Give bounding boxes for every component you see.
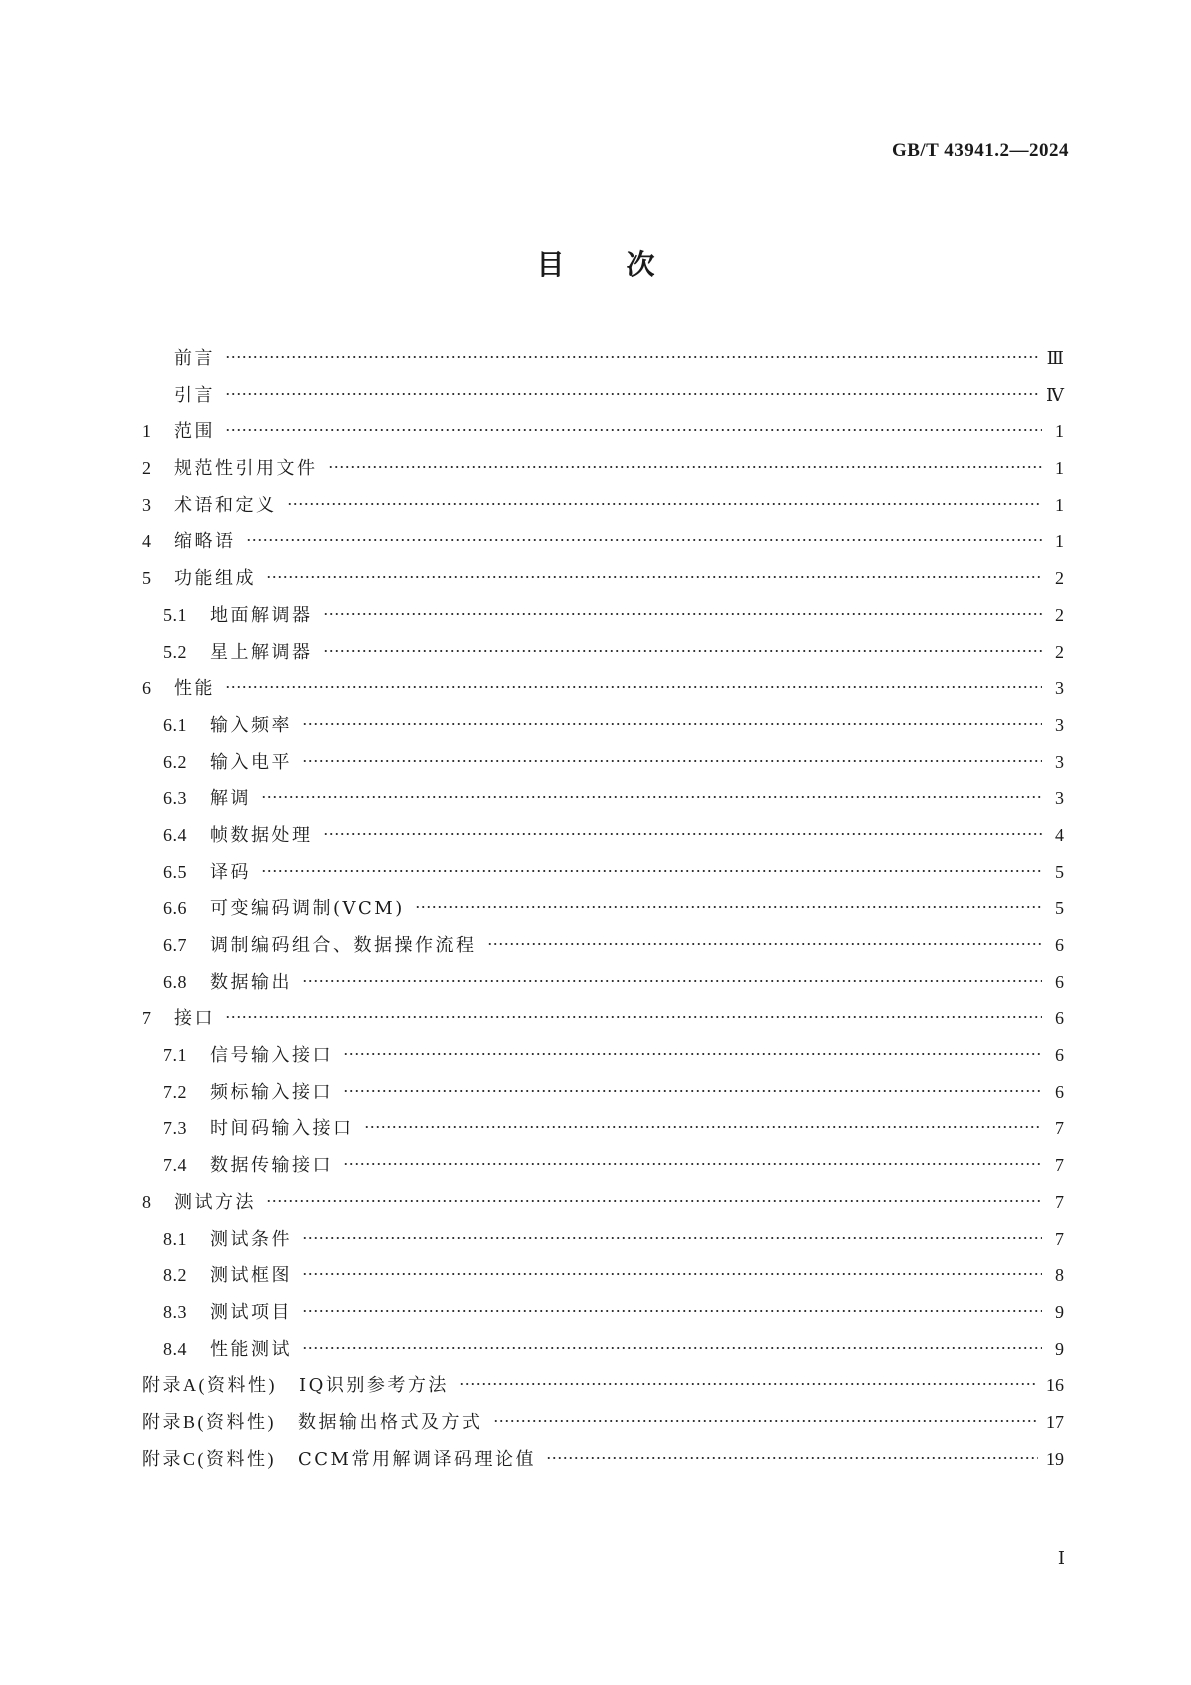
toc-entry-7-2[interactable] [142, 1074, 1064, 1111]
toc-entry-8-1[interactable] [142, 1221, 1064, 1258]
toc-entry-6-2[interactable] [142, 744, 1064, 781]
toc-leader-dots [459, 1382, 1038, 1386]
toc-leader-dots [225, 392, 1038, 396]
toc-entry-5-2[interactable] [142, 634, 1064, 671]
toc-entry-number: 6.1 [163, 714, 187, 735]
toc-entry-1[interactable] [142, 413, 1064, 450]
toc-leader-dots [302, 979, 1042, 983]
toc-leader-dots [287, 502, 1043, 506]
toc-entry-page: 1 [1055, 531, 1064, 552]
toc-entry-5-1[interactable] [142, 597, 1064, 634]
toc-entry-appendix-b[interactable] [142, 1404, 1064, 1441]
toc-entry-8[interactable] [142, 1184, 1064, 1221]
toc-appendix-label: 附录B(资料性) [142, 1411, 276, 1432]
toc-leader-dots [302, 759, 1042, 763]
toc-leader-dots [487, 942, 1043, 946]
page-title: 目次 [536, 248, 717, 281]
toc-entry-3[interactable] [142, 487, 1064, 524]
toc-entry-page: 5 [1055, 898, 1064, 919]
toc-entry-label: 可变编码调制(VCM) [210, 898, 405, 920]
toc-entry-number: 2 [142, 458, 152, 479]
toc-appendix-label: 附录A(资料性) [142, 1375, 277, 1396]
toc-entry-page: 17 [1046, 1411, 1064, 1432]
toc-entry-foreword[interactable] [142, 340, 1064, 377]
toc-entry-page: 7 [1055, 1155, 1064, 1176]
toc-entry-page: 7 [1055, 1228, 1064, 1249]
toc-entry-page: 19 [1046, 1448, 1064, 1469]
toc-entry-label: 调制编码组合、数据操作流程 [210, 935, 477, 956]
toc-entry-number: 8.4 [163, 1338, 187, 1359]
toc-entry-label: 性能测试 [210, 1338, 292, 1360]
toc-entry-8-4[interactable] [142, 1331, 1064, 1368]
toc-entry-page: 1 [1055, 421, 1064, 442]
toc-entry-number: 6.6 [163, 898, 187, 919]
toc-leader-dots [415, 905, 1042, 909]
toc-entry-6[interactable] [142, 670, 1064, 707]
toc-entry-number: 6.4 [163, 824, 187, 845]
toc-entry-number: 6.5 [163, 861, 187, 882]
toc-entry-7-3[interactable] [142, 1110, 1064, 1147]
toc-entry-appendix-a[interactable] [142, 1367, 1064, 1404]
toc-entry-number: 7.2 [163, 1081, 187, 1102]
toc-entry-page: 6 [1055, 935, 1064, 955]
toc-entry-page: 3 [1055, 714, 1064, 735]
toc-entry-appendix-c[interactable] [142, 1441, 1064, 1478]
toc-entry-label: 时间码输入接口 [210, 1118, 354, 1140]
toc-appendix-subject: CCM常用解调译码理论值 [298, 1448, 536, 1470]
toc-leader-dots [261, 869, 1042, 873]
toc-entry-7-4[interactable] [142, 1147, 1064, 1184]
toc-leader-dots [343, 1052, 1042, 1056]
toc-entry-number: 7.3 [163, 1118, 187, 1139]
toc-entry-4[interactable] [142, 523, 1064, 560]
toc-entry-page: 1 [1055, 494, 1064, 515]
toc-entry-5[interactable] [142, 560, 1064, 597]
toc-entry-page: 6 [1055, 1081, 1064, 1102]
toc-entry-page: 1 [1055, 458, 1064, 479]
toc-entry-number: 6.8 [163, 971, 187, 992]
toc-entry-label: 术语和定义 [174, 494, 277, 516]
toc-leader-dots [343, 1162, 1042, 1166]
toc-entry-label: 接口 [174, 1008, 215, 1030]
toc-entry-page: 5 [1055, 861, 1064, 882]
toc-entry-7-1[interactable] [142, 1037, 1064, 1074]
toc-entry-number: 5 [142, 568, 152, 589]
toc-entry-7[interactable] [142, 1000, 1064, 1037]
toc-entry-page: 6 [1055, 1008, 1064, 1029]
toc-entry-label: 输入电平 [210, 751, 292, 773]
toc-entry-page: 8 [1055, 1265, 1064, 1286]
toc-entry-number: 5.1 [163, 604, 187, 625]
toc-leader-dots [225, 355, 1039, 359]
toc-leader-dots [225, 428, 1042, 432]
toc-entry-label: 星上解调器 [210, 641, 313, 663]
toc-entry-label: 缩略语 [174, 531, 236, 553]
toc-entry-page: 9 [1055, 1338, 1064, 1359]
toc-entry-label: 数据输出 [210, 971, 292, 993]
toc-leader-dots [546, 1456, 1038, 1460]
toc-leader-dots [302, 1346, 1042, 1350]
toc-entry-label: 功能组成 [174, 568, 256, 590]
toc-leader-dots [493, 1419, 1039, 1423]
toc-leader-dots [302, 1309, 1042, 1313]
toc-entry-label: 性能 [174, 678, 215, 700]
toc-entry-label: 信号输入接口 [210, 1045, 333, 1067]
toc-entry-label: 测试框图 [210, 1265, 292, 1287]
toc-entry-label: 引言 [174, 384, 215, 406]
toc-entry-8-3[interactable] [142, 1294, 1064, 1331]
toc-entry-label: 输入频率 [210, 714, 292, 736]
toc-entry-page: Ⅲ [1046, 348, 1064, 368]
toc-entry-number: 6 [142, 678, 152, 699]
toc-entry-page: 6 [1055, 1045, 1064, 1066]
toc-entry-page: 3 [1055, 788, 1064, 809]
toc-entry-label: 帧数据处理 [210, 824, 313, 846]
toc-leader-dots [302, 1272, 1042, 1276]
toc-appendix-label: 附录C(资料性) [142, 1448, 276, 1469]
toc-leader-dots [323, 832, 1043, 836]
toc-entry-number: 1 [142, 421, 152, 442]
toc-entry-page: Ⅳ [1046, 384, 1064, 405]
toc-entry-page: 7 [1055, 1191, 1064, 1212]
toc-entry-label: 数据传输接口 [210, 1155, 333, 1177]
toc-leader-dots [246, 538, 1043, 542]
toc-entry-number: 8.1 [163, 1228, 187, 1249]
toc-appendix-subject: 数据输出格式及方式 [298, 1411, 483, 1433]
toc-leader-dots [261, 795, 1042, 799]
toc-entry-label: 解调 [210, 788, 251, 810]
toc-entry-label: 测试条件 [210, 1228, 292, 1250]
toc-entry-number: 6.7 [163, 935, 187, 955]
toc-entry-6-4[interactable] [142, 817, 1064, 854]
toc-leader-dots [364, 1125, 1043, 1129]
toc-leader-dots [323, 612, 1043, 616]
toc-entry-page: 7 [1055, 1118, 1064, 1139]
toc-entry-2[interactable] [142, 450, 1064, 487]
toc-entry-page: 3 [1055, 751, 1064, 772]
toc-entry-number: 4 [142, 531, 152, 552]
toc-entry-page: 9 [1055, 1301, 1064, 1322]
toc-entry-6-1[interactable] [142, 707, 1064, 744]
toc-entry-page: 6 [1055, 971, 1064, 992]
table-of-contents [142, 340, 1064, 1477]
page-number: Ⅰ [1057, 1548, 1065, 1568]
toc-entry-number: 7 [142, 1008, 152, 1029]
toc-appendix-subject: IQ识别参考方法 [299, 1375, 449, 1397]
toc-entry-number: 7.4 [163, 1155, 187, 1176]
toc-entry-label: 频标输入接口 [210, 1081, 333, 1103]
toc-entry-page: 3 [1055, 678, 1064, 699]
toc-entry-label: 译码 [210, 861, 251, 883]
toc-entry-label: 测试方法 [174, 1191, 256, 1213]
toc-entry-label: 前言 [174, 348, 215, 369]
toc-entry-label: 测试项目 [210, 1301, 292, 1323]
toc-leader-dots [343, 1089, 1042, 1093]
toc-leader-dots [225, 1015, 1042, 1019]
toc-entry-8-2[interactable] [142, 1257, 1064, 1294]
toc-leader-dots [266, 1199, 1042, 1203]
toc-entry-page: 2 [1055, 604, 1064, 625]
toc-entry-number: 7.1 [163, 1045, 187, 1066]
toc-entry-number: 6.3 [163, 788, 187, 809]
toc-entry-introduction[interactable] [142, 377, 1064, 414]
toc-entry-number: 3 [142, 494, 152, 515]
toc-entry-number: 8.2 [163, 1265, 187, 1286]
toc-entry-page: 2 [1055, 641, 1064, 662]
toc-entry-number: 8 [142, 1191, 152, 1212]
toc-entry-label: 规范性引用文件 [174, 458, 318, 480]
toc-entry-label: 范围 [174, 421, 215, 443]
document-code: GB/T 43941.2—2024 [891, 140, 1069, 161]
toc-entry-6-7[interactable] [142, 927, 1064, 964]
toc-leader-dots [302, 722, 1042, 726]
toc-entry-page: 16 [1046, 1375, 1064, 1396]
toc-entry-6-8[interactable] [142, 964, 1064, 1001]
toc-leader-dots [323, 649, 1043, 653]
toc-entry-6-6[interactable] [142, 890, 1064, 927]
toc-entry-6-3[interactable] [142, 780, 1064, 817]
toc-leader-dots [328, 465, 1043, 469]
toc-entry-page: 4 [1055, 824, 1064, 845]
toc-entry-number: 8.3 [163, 1301, 187, 1322]
toc-entry-label: 地面解调器 [210, 604, 313, 626]
toc-leader-dots [302, 1236, 1042, 1240]
toc-leader-dots [225, 685, 1042, 689]
toc-leader-dots [266, 575, 1042, 579]
toc-entry-number: 6.2 [163, 751, 187, 772]
toc-entry-6-5[interactable] [142, 854, 1064, 891]
toc-entry-number: 5.2 [163, 641, 187, 662]
toc-entry-page: 2 [1055, 568, 1064, 589]
